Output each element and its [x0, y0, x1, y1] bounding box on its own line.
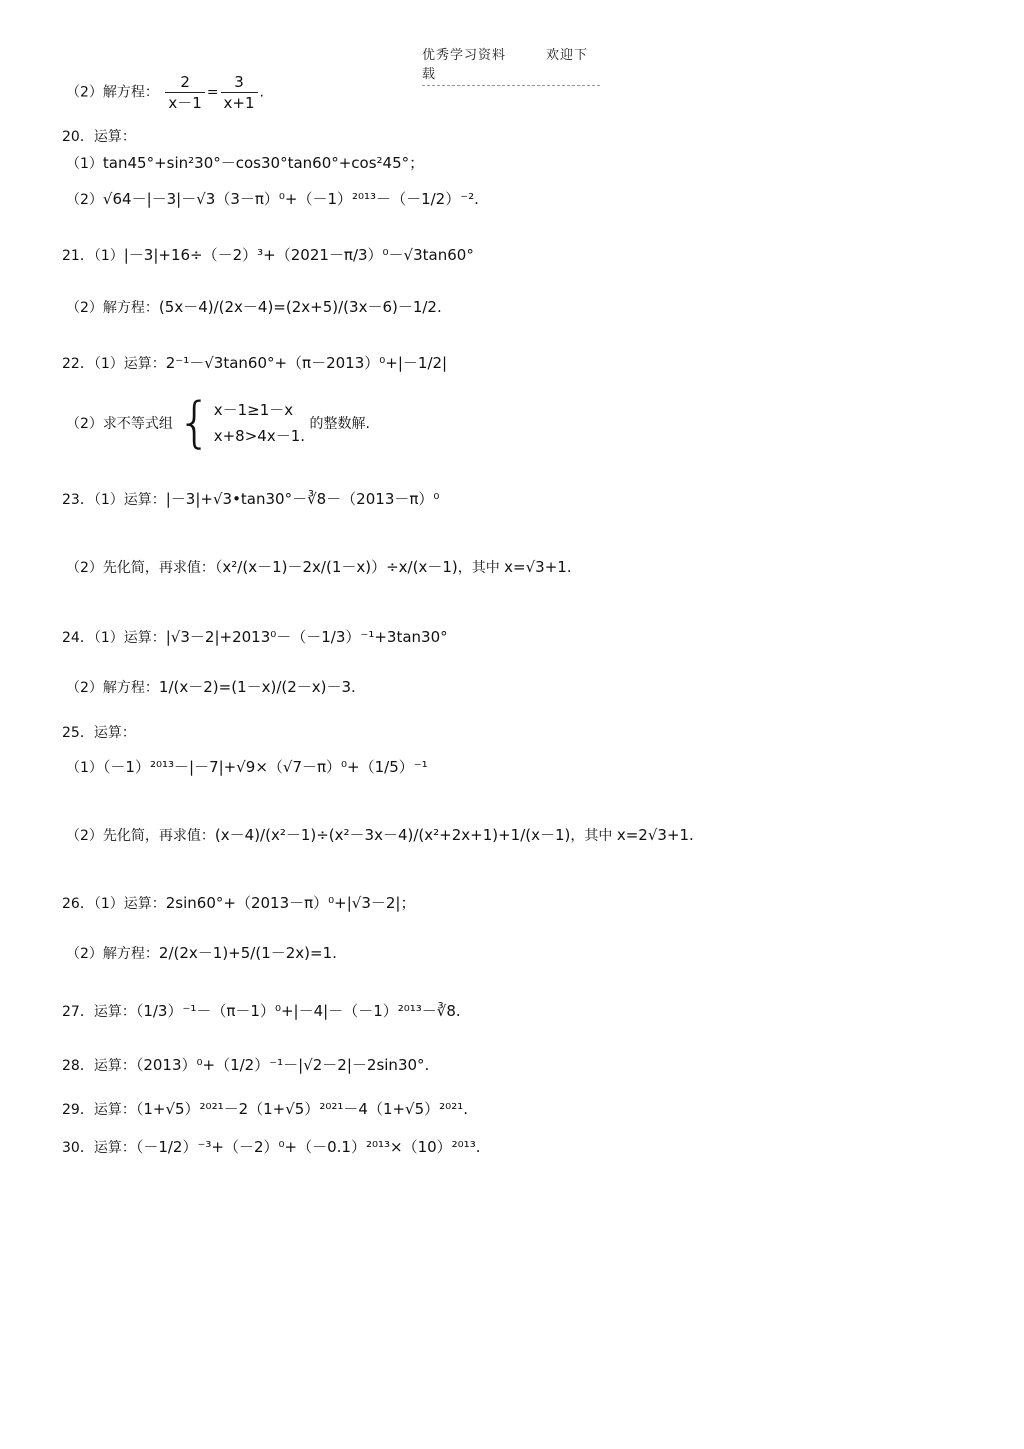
problem-20-title	[62, 126, 136, 146]
problem-22-part-1	[62, 352, 447, 373]
expression: x=2√3+1.	[616, 826, 694, 844]
problem-24-part-1	[62, 626, 448, 647]
problem-number: 29．	[62, 1102, 94, 1118]
problem-25-title	[62, 722, 136, 742]
label: 的整数解.	[309, 416, 370, 432]
problem-number: 30．	[62, 1140, 94, 1156]
label: 运算：	[93, 1058, 136, 1074]
problem-23-part-1	[62, 488, 439, 509]
label: 运算：	[93, 725, 136, 741]
label: （1）运算：	[93, 356, 166, 372]
header-right: 欢迎下载	[422, 48, 589, 82]
problem-19-part-2: （2）解方程： $\frac{2}{x-1}$ = $\frac{3}{x+1}$ .	[66, 73, 264, 112]
label: 运算：	[93, 1140, 136, 1156]
label: （1）	[66, 760, 103, 776]
problem-28	[62, 1054, 429, 1075]
label: （2）解方程：	[66, 680, 159, 696]
label: （2）解方程：	[66, 300, 159, 316]
problem-29	[62, 1098, 468, 1119]
label: （2）求不等式组	[66, 416, 173, 432]
expression: （－1/2）⁻³+（－2）⁰+（－0.1）²⁰¹³×（10）²⁰¹³.	[135, 1138, 481, 1156]
problem-26-part-2	[66, 942, 337, 963]
expression: 2/(2x－1)+5/(1－2x)=1.	[158, 944, 337, 962]
label: （1）运算：	[93, 896, 166, 912]
expression: (5x－4)/(2x－4)=(2x+5)/(3x－6)－1/2.	[158, 298, 442, 316]
inequality-2: x+8>4x－1.	[213, 427, 306, 445]
expression: tan45°+sin²30°－cos30°tan60°+cos²45°；	[102, 154, 425, 172]
inequality-system	[214, 397, 305, 449]
label: （2）先化简，再求值：	[66, 828, 215, 844]
problem-24-part-2	[66, 676, 356, 697]
page-header	[422, 44, 600, 86]
expression: x=√3+1.	[504, 558, 572, 576]
label: 运算：	[93, 1102, 136, 1118]
numerator: 3	[221, 72, 258, 93]
label: 运算：	[93, 1004, 136, 1020]
label: （1）运算：	[93, 630, 166, 646]
problem-26-part-1	[62, 892, 415, 913]
expression: (x－4)/(x²－1)÷(x²－3x－4)/(x²+2x+1)+1/(x－1)	[214, 826, 571, 844]
label: 运算：	[93, 129, 136, 145]
problem-number: 28．	[62, 1058, 94, 1074]
label: ，其中	[457, 560, 500, 576]
expression: 1/(x－2)=(1－x)/(2－x)－3.	[158, 678, 356, 696]
expression: （2013）⁰+（1/2）⁻¹－|√2－2|－2sin30°.	[135, 1056, 430, 1074]
label: （1）	[66, 156, 103, 172]
problem-number: 26．	[62, 896, 94, 912]
denominator: x－1	[168, 94, 202, 112]
expression: （x²/(x－1)－2x/(1－x)）÷x/(x－1)	[214, 558, 458, 576]
problem-20-part-1	[66, 152, 424, 173]
label: ，其中	[570, 828, 613, 844]
expression: |－3|+16÷（－2）³+（2021－π/3）⁰－√3tan60°	[123, 246, 474, 264]
denominator: x+1	[223, 94, 255, 112]
problem-25-part-2	[66, 824, 694, 845]
label: （2）先化简，再求值：	[66, 560, 215, 576]
fraction	[165, 72, 204, 113]
problem-20-part-2	[66, 188, 479, 209]
brace-icon: {	[177, 391, 212, 454]
problem-number: 24．	[62, 630, 94, 646]
problem-25-part-1	[66, 756, 428, 777]
fraction	[221, 72, 258, 113]
label: （2）解方程：	[66, 84, 159, 101]
label: （2）	[66, 192, 103, 208]
problem-23-part-2	[66, 556, 572, 577]
expression: √64－|－3|－√3（3－π）⁰+（－1）²⁰¹³－（－1/2）⁻².	[102, 190, 479, 208]
expression: |√3－2|+2013⁰－（－1/3）⁻¹+3tan30°	[165, 628, 448, 646]
inequality-1: x－1≥1－x	[213, 401, 294, 419]
expression: |－3|+√3•tan30°－∛8－（2013－π）⁰	[165, 490, 440, 508]
problem-21-part-2	[66, 296, 442, 317]
expression: （－1）²⁰¹³－|－7|+√9×（√7－π）⁰+（1/5）⁻¹	[102, 758, 428, 776]
problem-number: 21．（1）	[62, 248, 124, 264]
problem-number: 23．	[62, 492, 94, 508]
problem-22-part-2	[66, 391, 370, 454]
problem-number: 27．	[62, 1004, 94, 1020]
numerator: 2	[165, 72, 204, 93]
expression: （1/3）⁻¹－（π－1）⁰+|－4|－（－1）²⁰¹³－∛8.	[135, 1002, 461, 1020]
label: （1）运算：	[93, 492, 166, 508]
header-left: 优秀学习资料	[422, 48, 507, 63]
expression: （1+√5）²⁰²¹－2（1+√5）²⁰²¹－4（1+√5）²⁰²¹.	[135, 1100, 468, 1118]
problem-30	[62, 1136, 480, 1157]
problem-number: 22．	[62, 356, 94, 372]
problem-21-part-1	[62, 244, 474, 265]
expression: 2⁻¹－√3tan60°+（π－2013）⁰+|－1/2|	[165, 354, 448, 372]
problem-number: 20．	[62, 129, 94, 145]
label: （2）解方程：	[66, 946, 159, 962]
expression: 2sin60°+（2013－π）⁰+|√3－2|；	[165, 894, 416, 912]
problem-27	[62, 1000, 461, 1021]
problem-number: 25．	[62, 725, 94, 741]
